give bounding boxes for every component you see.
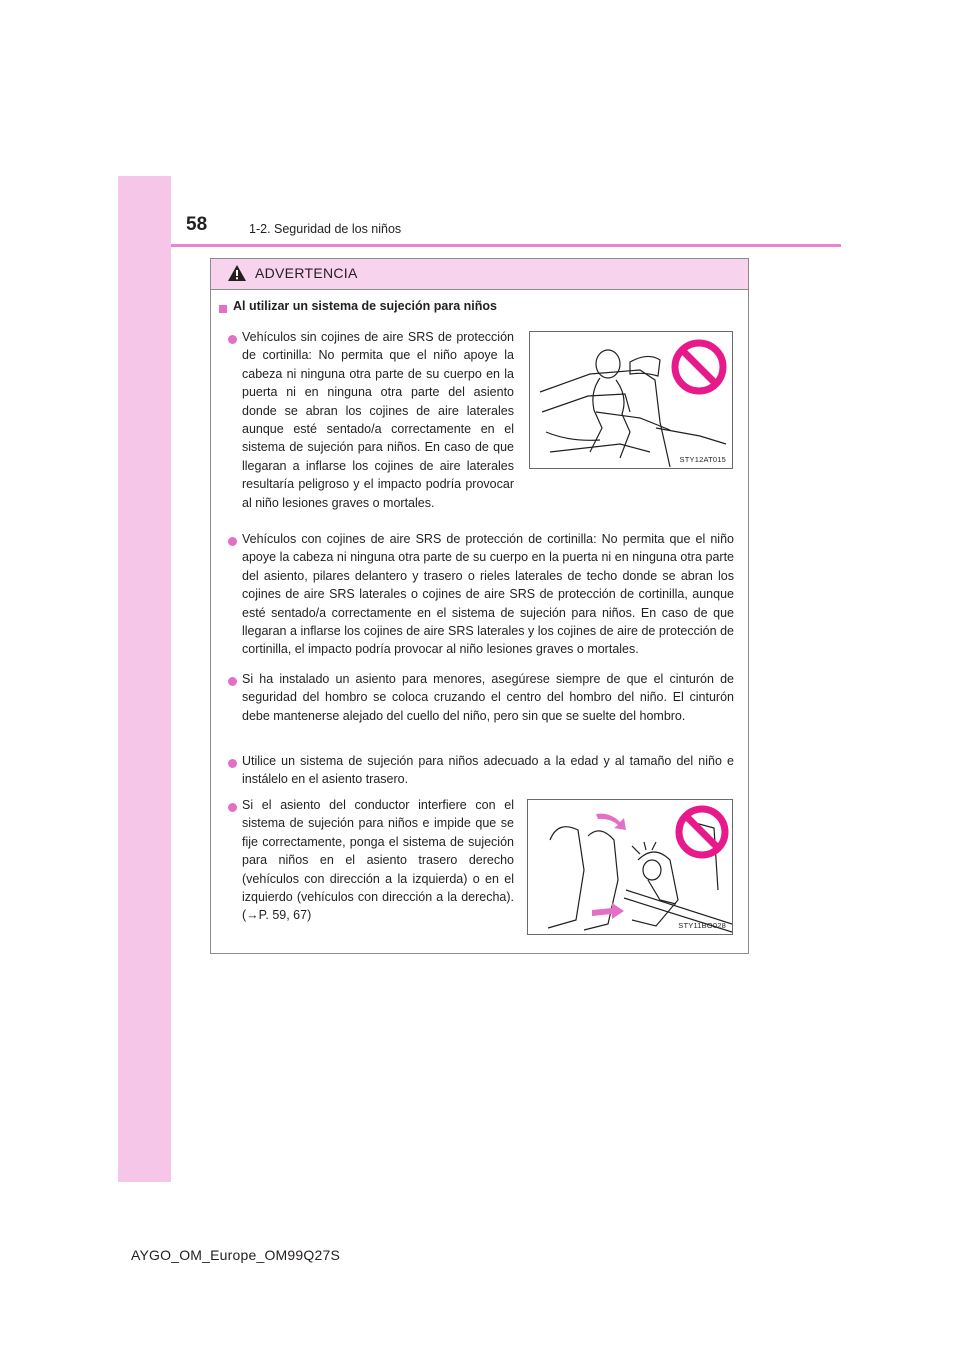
warning-box (210, 258, 749, 954)
header-rule (171, 244, 841, 247)
chapter-side-tab (118, 176, 171, 1182)
prohibition-icon (674, 804, 730, 860)
warning-bullet-text: Vehículos con cojines de aire SRS de protección de cortinilla: No permita que el niño apoye la cabeza ni ninguna otra parte de su cuerpo en la puerta ni en ninguna otra parte del asiento, pilares delantero y trasero o rieles laterales de techo donde se abran los cojines de aire SRS laterales o cojines de aire SRS de protección de cortinilla, aunque esté sentado/a correctamente en el sistema de sujeción para niños. En caso de que llegaran a inflarse los cojines de aire SRS laterales y los cojines de aire de protección de cortinilla, el impacto podría provocar al niño lesiones graves o mortales. (242, 532, 734, 657)
figure-code: STY11BO028 (678, 921, 726, 930)
bullet-icon (228, 335, 237, 344)
warning-bullet-text: Si el asiento del conductor interfiere con el sistema de sujeción para niños e impide que se fije correctamente, ponga el sistema de sujeción para niños en el asiento trasero derecho (vehículos con dirección a la izquierda) o en el izquierdo (vehículos con dirección a la derecha). (→P. 59, 67) (242, 798, 514, 923)
bullet-icon (228, 759, 237, 768)
figure-side-airbag-child (529, 331, 733, 469)
warning-subheading: Al utilizar un sistema de sujeción para niños (233, 299, 497, 313)
warning-header (211, 259, 748, 290)
square-bullet-icon (219, 305, 227, 313)
warning-bullet-text: Vehículos sin cojines de aire SRS de protección de cortinilla: No permita que el niño apoye la cabeza ni ninguna otra parte de su cuerpo en la puerta ni en ninguna otra parte del asiento donde se abran los cojines de aire laterales aunque esté sentado/a correctamente en el sistema de sujeción para niños. En caso de que llegaran a inflarse los cojines de aire laterales resultaría peligroso y el impacto podría provocar al niño lesiones graves o mortales. (242, 330, 514, 510)
section-title: 1-2. Seguridad de los niños (249, 222, 402, 236)
prohibition-icon (670, 338, 728, 396)
page-number: 58 (186, 214, 208, 235)
warning-bullet-text: Si ha instalado un asiento para menores, asegúrese siempre de que el cinturón de seguridad del hombro se coloca cruzando el centro del hombro del niño. El cinturón debe mantenerse alejado del cuello del niño, pero sin que se suelte del hombro. (242, 672, 734, 723)
bullet-icon (228, 803, 237, 812)
warning-title: ADVERTENCIA (255, 265, 358, 281)
warning-triangle-icon (227, 264, 247, 282)
figure-driver-seat-interference (527, 799, 733, 935)
bullet-icon (228, 677, 237, 686)
warning-bullet-text: Utilice un sistema de sujeción para niños adecuado a la edad y al tamaño del niño e instálelo en el asiento trasero. (242, 754, 734, 787)
bullet-icon (228, 537, 237, 546)
document-code: AYGO_OM_Europe_OM99Q27S (131, 1247, 340, 1263)
figure-code: STY12AT015 (679, 455, 726, 464)
